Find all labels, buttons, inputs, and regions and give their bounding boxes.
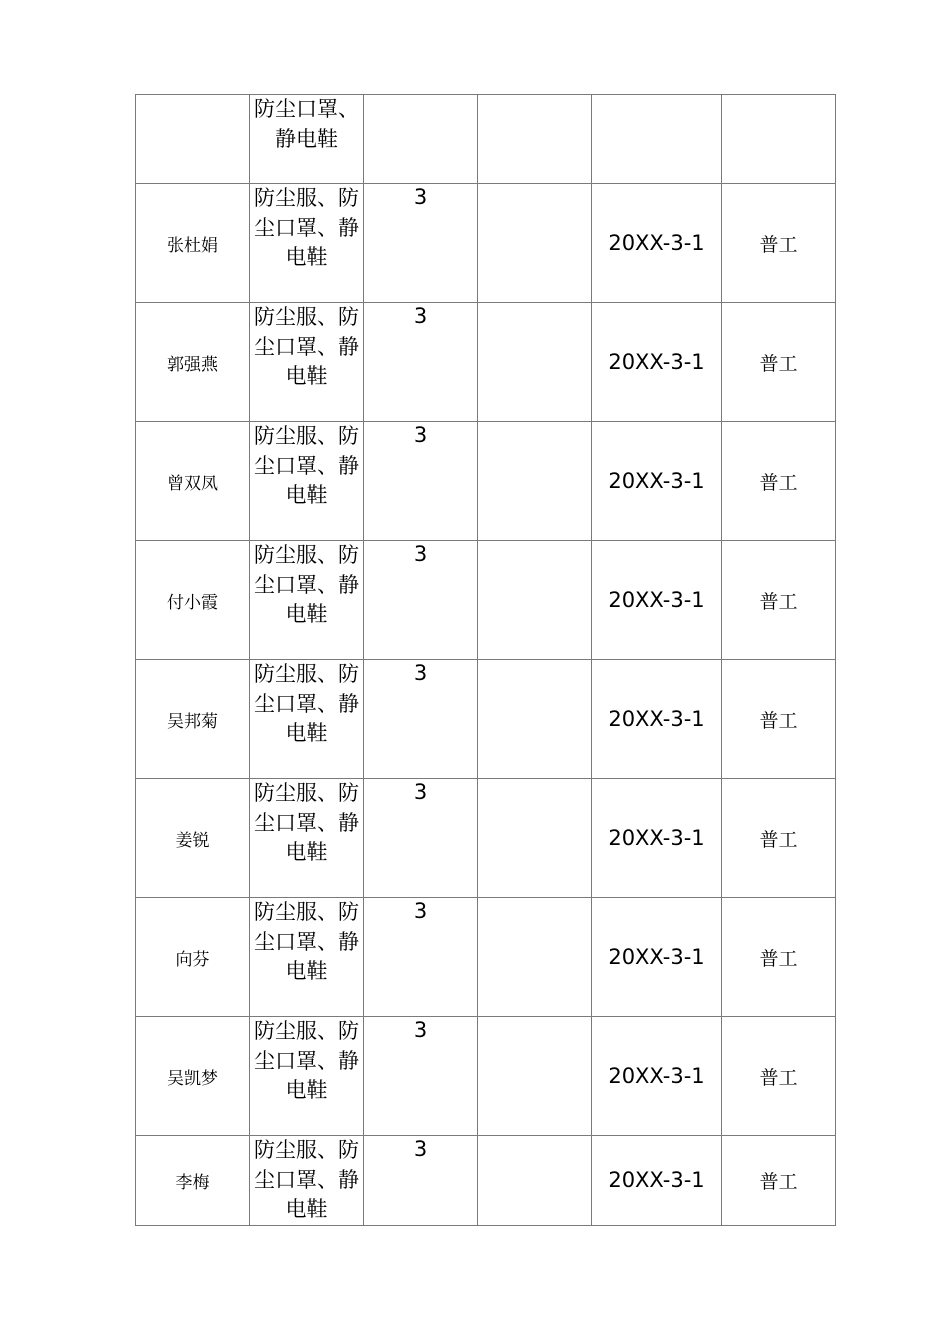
ppe-issue-table [135, 94, 836, 1226]
cell-date [592, 898, 722, 1017]
cell-date-text: 20XX-3-1 [608, 1168, 705, 1193]
cell-items-text: 防尘服、防尘口罩、静电鞋 [254, 1019, 359, 1102]
cell-role-text: 普工 [759, 1066, 798, 1089]
cell-name-text: 吴凯梦 [167, 1068, 218, 1089]
table-row [136, 422, 836, 541]
cell-qty-text: 3 [413, 1137, 428, 1161]
cell-items-text: 防尘服、防尘口罩、静电鞋 [254, 1138, 359, 1221]
cell-qty [364, 660, 478, 779]
cell-date [592, 1017, 722, 1136]
cell-qty-text: 3 [413, 780, 428, 804]
cell-date [592, 1136, 722, 1226]
cell-qty-text: 3 [413, 304, 428, 328]
cell-items [250, 303, 364, 422]
cell-qty [364, 422, 478, 541]
cell-items-text: 防尘服、防尘口罩、静电鞋 [254, 662, 359, 745]
cell-signature [478, 779, 592, 898]
cell-role [722, 184, 836, 303]
cell-items [250, 779, 364, 898]
table-row [136, 184, 836, 303]
table-row-continued [136, 95, 836, 184]
cell-name-text: 向芬 [175, 949, 210, 970]
cell-signature [478, 1017, 592, 1136]
cell-qty [364, 1017, 478, 1136]
cell-role-text: 普工 [759, 590, 798, 613]
cell-qty-text: 3 [413, 661, 428, 685]
cell-qty [364, 779, 478, 898]
cell-qty [364, 541, 478, 660]
cell-name-text: 曾双凤 [167, 473, 218, 494]
cell-role-text: 普工 [759, 828, 798, 851]
cell-date [592, 95, 722, 184]
cell-items [250, 898, 364, 1017]
table-row [136, 779, 836, 898]
cell-role [722, 1017, 836, 1136]
cell-items: 防尘口罩、静电鞋 [250, 95, 364, 184]
table-row [136, 1017, 836, 1136]
cell-role [722, 422, 836, 541]
cell-date-text: 20XX-3-1 [608, 707, 705, 731]
cell-qty [364, 898, 478, 1017]
cell-name-text: 付小霞 [167, 592, 218, 613]
cell-name [136, 541, 250, 660]
cell-qty-text: 3 [413, 423, 428, 447]
cell-date [592, 303, 722, 422]
table-row [136, 1136, 836, 1226]
cell-name-text: 吴邦菊 [167, 711, 218, 732]
cell-name-text: 张杜娟 [167, 235, 218, 256]
cell-role-text: 普工 [759, 352, 798, 375]
cell-qty-text: 3 [413, 899, 428, 923]
cell-date [592, 422, 722, 541]
cell-items-text: 防尘服、防尘口罩、静电鞋 [254, 543, 359, 626]
cell-name [136, 779, 250, 898]
cell-role [722, 95, 836, 184]
table-row [136, 898, 836, 1017]
cell-date [592, 184, 722, 303]
cell-qty-text: 3 [413, 185, 428, 209]
cell-qty-text: 3 [413, 1018, 428, 1042]
cell-items [250, 660, 364, 779]
cell-signature [478, 95, 592, 184]
cell-role-text: 普工 [759, 947, 798, 970]
cell-role [722, 303, 836, 422]
cell-date-text: 20XX-3-1 [608, 826, 705, 850]
cell-items [250, 1136, 364, 1226]
table-row [136, 541, 836, 660]
cell-role [722, 779, 836, 898]
cell-date [592, 541, 722, 660]
cell-date-text: 20XX-3-1 [608, 469, 705, 493]
table-row [136, 303, 836, 422]
cell-qty [364, 95, 478, 184]
cell-signature [478, 422, 592, 541]
cell-date [592, 779, 722, 898]
cell-name [136, 1017, 250, 1136]
cell-name-text: 郭强燕 [167, 354, 218, 375]
cell-date [592, 660, 722, 779]
cell-qty [364, 303, 478, 422]
cell-role [722, 660, 836, 779]
cell-date-text: 20XX-3-1 [608, 588, 705, 612]
cell-name [136, 303, 250, 422]
cell-items [250, 541, 364, 660]
cell-qty [364, 184, 478, 303]
cell-qty [364, 1136, 478, 1226]
cell-role-text: 普工 [759, 1170, 798, 1193]
cell-role [722, 541, 836, 660]
cell-items [250, 1017, 364, 1136]
table-row [136, 660, 836, 779]
cell-date-text: 20XX-3-1 [608, 1064, 705, 1088]
cell-name [136, 1136, 250, 1226]
cell-name-text: 姜锐 [175, 830, 210, 851]
cell-signature [478, 898, 592, 1017]
cell-items-text: 防尘服、防尘口罩、静电鞋 [254, 186, 359, 269]
cell-items [250, 184, 364, 303]
cell-signature [478, 303, 592, 422]
cell-items-text: 防尘服、防尘口罩、静电鞋 [254, 424, 359, 507]
cell-name [136, 95, 250, 184]
cell-items-text: 防尘服、防尘口罩、静电鞋 [254, 900, 359, 983]
cell-name [136, 422, 250, 541]
cell-items [250, 422, 364, 541]
cell-role [722, 1136, 836, 1226]
cell-role-text: 普工 [759, 471, 798, 494]
cell-role [722, 898, 836, 1017]
cell-date-text: 20XX-3-1 [608, 350, 705, 374]
cell-date-text: 20XX-3-1 [608, 231, 705, 255]
cell-items-text: 防尘服、防尘口罩、静电鞋 [254, 781, 359, 864]
cell-signature [478, 1136, 592, 1226]
cell-date-text: 20XX-3-1 [608, 945, 705, 969]
cell-name-text: 李梅 [175, 1172, 210, 1193]
cell-name [136, 898, 250, 1017]
cell-role-text: 普工 [759, 709, 798, 732]
cell-role-text: 普工 [759, 233, 798, 256]
cell-signature [478, 184, 592, 303]
cell-items-text: 防尘服、防尘口罩、静电鞋 [254, 305, 359, 388]
cell-signature [478, 541, 592, 660]
cell-name [136, 660, 250, 779]
cell-qty-text: 3 [413, 542, 428, 566]
cell-signature [478, 660, 592, 779]
cell-name [136, 184, 250, 303]
